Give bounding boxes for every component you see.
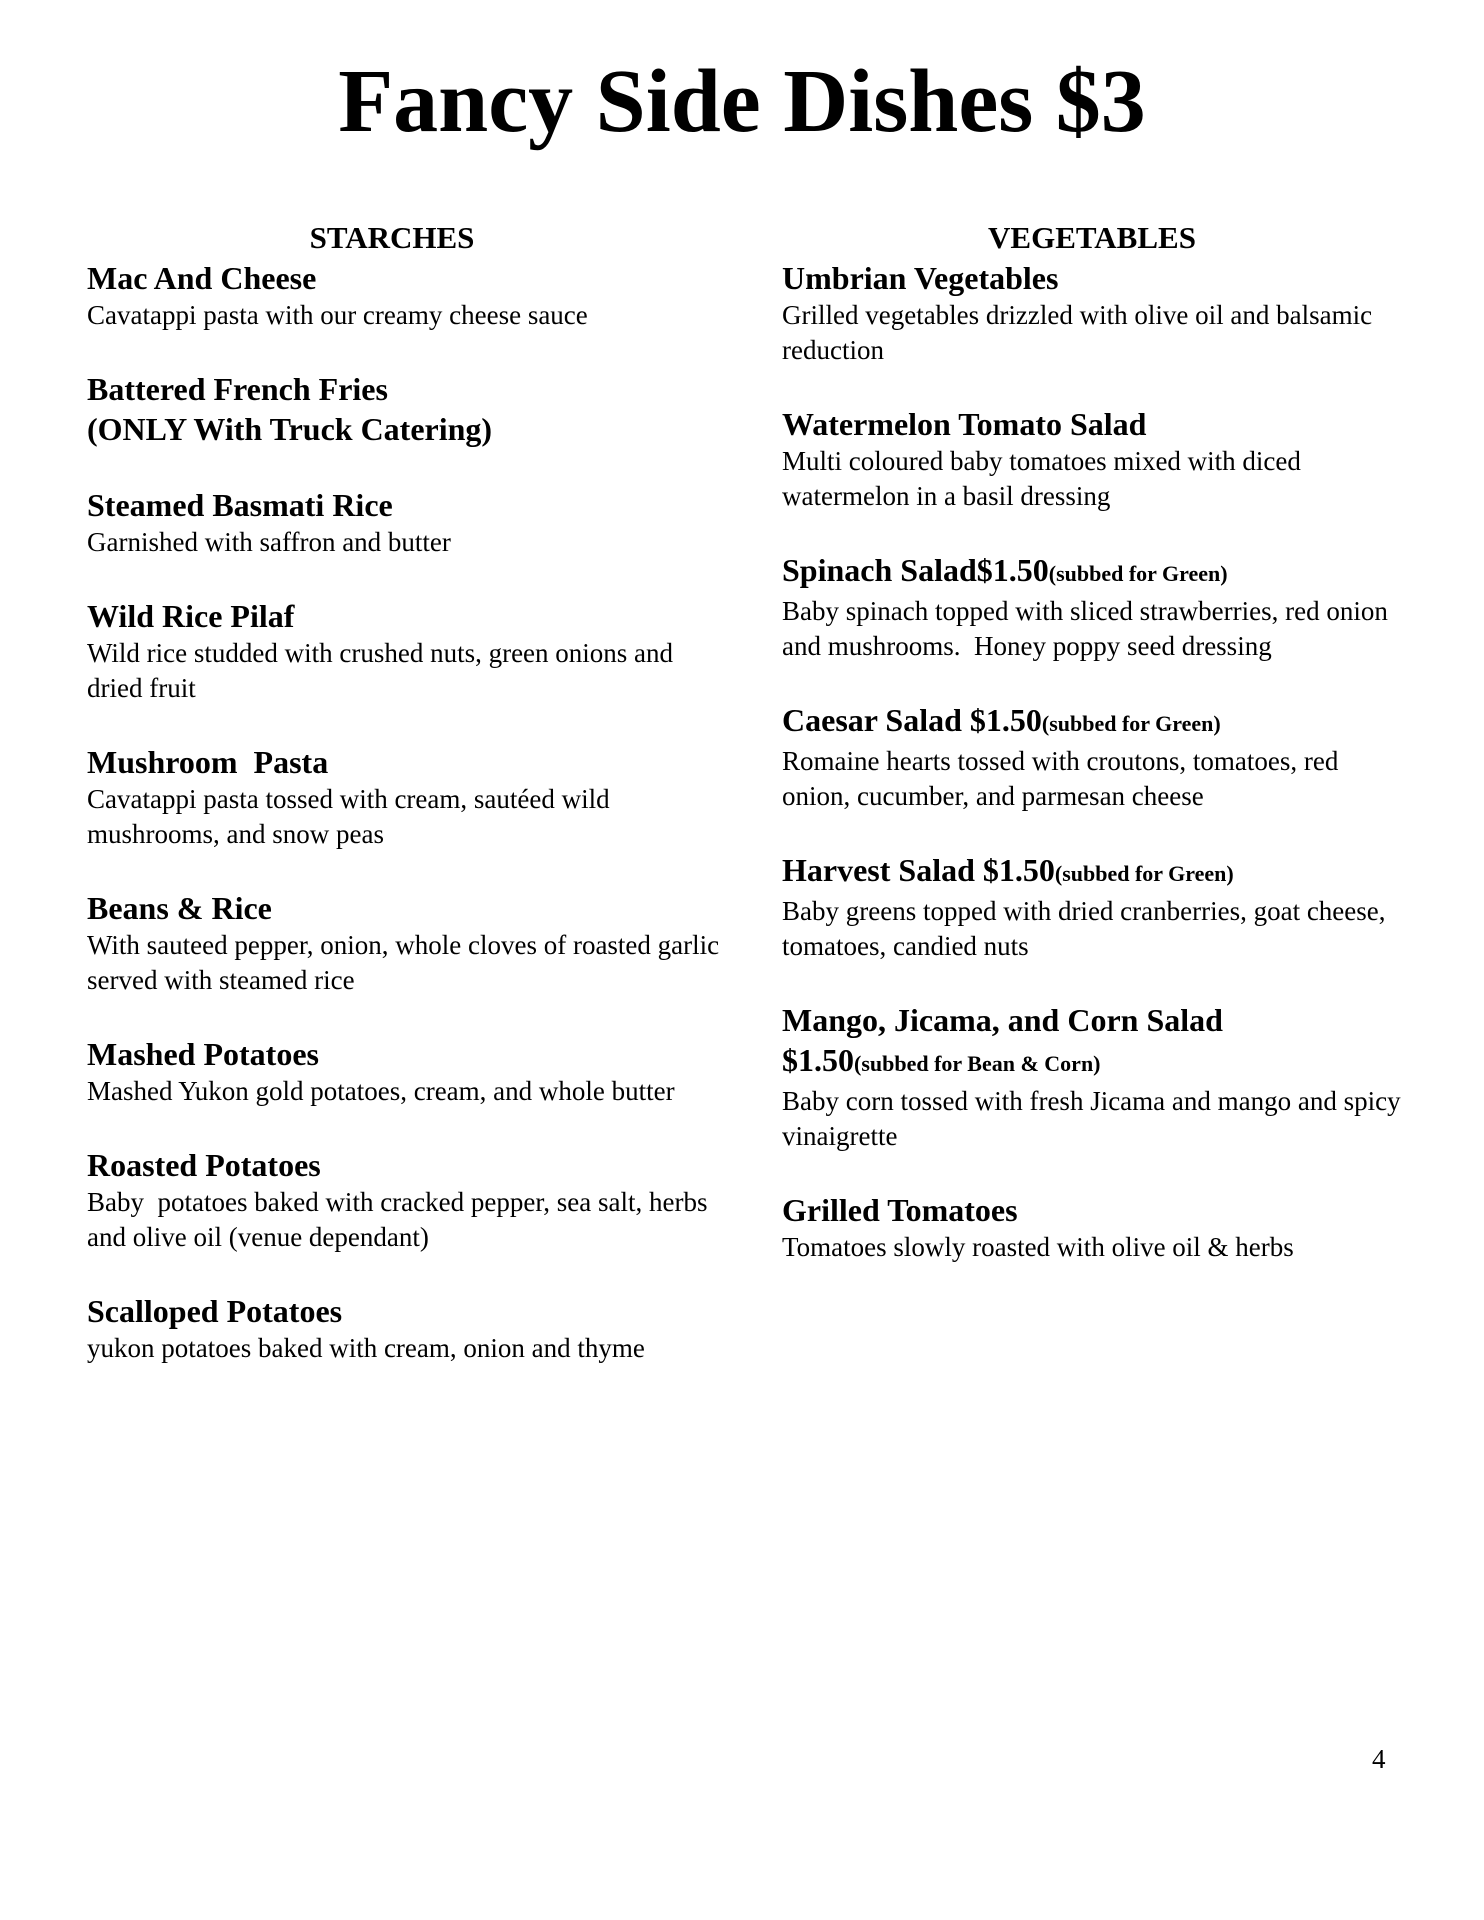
item-name: Mashed Potatoes	[87, 1036, 319, 1072]
item-description: Baby greens topped with dried cranberries, goat cheese, tomatoes, candied nuts	[782, 896, 1386, 961]
item-price-note: (subbed for Bean & Corn)	[854, 1051, 1101, 1076]
item-name: Harvest Salad $1.50	[782, 852, 1055, 888]
item-name-line	[782, 1040, 1402, 1084]
menu-item-caesar-salad	[782, 700, 1402, 814]
menu-item-grilled-tomatoes	[782, 1190, 1402, 1265]
item-name: Umbrian Vegetables	[782, 260, 1059, 296]
menu-item-watermelon-tomato-salad	[782, 404, 1402, 514]
item-description: Mashed Yukon gold potatoes, cream, and whole butter	[87, 1076, 675, 1106]
menu-item-umbrian-vegetables	[782, 258, 1402, 368]
item-name: Beans & Rice	[87, 890, 272, 926]
menu-item-mashed-potatoes	[87, 1034, 727, 1109]
item-name: Steamed Basmati Rice	[87, 487, 393, 523]
item-price-note: (subbed for Green)	[1041, 711, 1221, 736]
menu-item-mango-jicama-corn-salad	[782, 1000, 1402, 1154]
page-number: 4	[1372, 1744, 1386, 1774]
item-description: Cavatappi pasta with our creamy cheese sauce	[87, 300, 588, 330]
item-name: Battered French Fries	[87, 371, 388, 407]
item-name: Wild Rice Pilaf	[87, 598, 295, 634]
item-name: Grilled Tomatoes	[782, 1192, 1018, 1228]
item-price: $1.50	[782, 1042, 854, 1078]
vegetables-heading: VEGETABLES	[988, 220, 1196, 255]
item-name: Watermelon Tomato Salad	[782, 406, 1147, 442]
item-name-line	[782, 700, 1402, 744]
item-description: Wild rice studded with crushed nuts, green onions and dried fruit	[87, 638, 674, 703]
item-description: yukon potatoes baked with cream, onion and thyme	[87, 1333, 645, 1363]
menu-item-spinach-salad	[782, 550, 1402, 664]
item-name: Mushroom Pasta	[87, 744, 329, 780]
item-name-note: (ONLY With Truck Catering)	[87, 411, 493, 447]
item-description: Tomatoes slowly roasted with olive oil & herbs	[782, 1232, 1294, 1262]
item-description: Baby corn tossed with fresh Jicama and mango and spicy vinaigrette	[782, 1086, 1401, 1151]
item-description: With sauteed pepper, onion, whole cloves of roasted garlic served with steamed rice	[87, 930, 720, 995]
item-name-line	[782, 550, 1402, 594]
item-name: Caesar Salad $1.50	[782, 702, 1042, 738]
item-price-note: (subbed for Green)	[1048, 561, 1228, 586]
menu-item-wild-rice-pilaf	[87, 596, 727, 706]
item-name: Roasted Potatoes	[87, 1147, 321, 1183]
item-price-note: (subbed for Green)	[1054, 861, 1234, 886]
item-description: Garnished with saffron and butter	[87, 527, 451, 557]
menu-item-beans-and-rice	[87, 888, 727, 998]
menu-item-steamed-basmati-rice	[87, 485, 727, 560]
menu-item-scalloped-potatoes	[87, 1291, 727, 1366]
item-description: Grilled vegetables drizzled with olive oil and balsamic reduction	[782, 300, 1373, 365]
item-name: Scalloped Potatoes	[87, 1293, 343, 1329]
starches-heading: STARCHES	[309, 220, 475, 255]
menu-item-mac-and-cheese	[87, 258, 727, 333]
item-name: Spinach Salad$1.50	[782, 552, 1049, 588]
menu-item-battered-french-fries	[87, 369, 727, 449]
item-name: Mango, Jicama, and Corn Salad	[782, 1002, 1223, 1038]
item-name: Mac And Cheese	[87, 260, 317, 296]
item-description: Baby spinach topped with sliced strawberries, red onion and mushrooms. Honey poppy seed dressing	[782, 596, 1395, 661]
item-name-line	[782, 850, 1402, 894]
item-description: Cavatappi pasta tossed with cream, sautéed wild mushrooms, and snow peas	[87, 784, 610, 849]
menu-item-harvest-salad	[782, 850, 1402, 964]
starches-column	[87, 218, 727, 1402]
item-description: Multi coloured baby tomatoes mixed with diced watermelon in a basil dressing	[782, 446, 1301, 511]
item-description: Baby potatoes baked with cracked pepper, sea salt, herbs and olive oil (venue dependant)	[87, 1187, 715, 1252]
menu-item-mushroom-pasta	[87, 742, 727, 852]
menu-item-roasted-potatoes	[87, 1145, 727, 1255]
page-title: Fancy Side Dishes $3	[338, 52, 1146, 151]
vegetables-column	[782, 218, 1402, 1301]
item-description: Romaine hearts tossed with croutons, tomatoes, red onion, cucumber, and parmesan cheese	[782, 746, 1339, 811]
